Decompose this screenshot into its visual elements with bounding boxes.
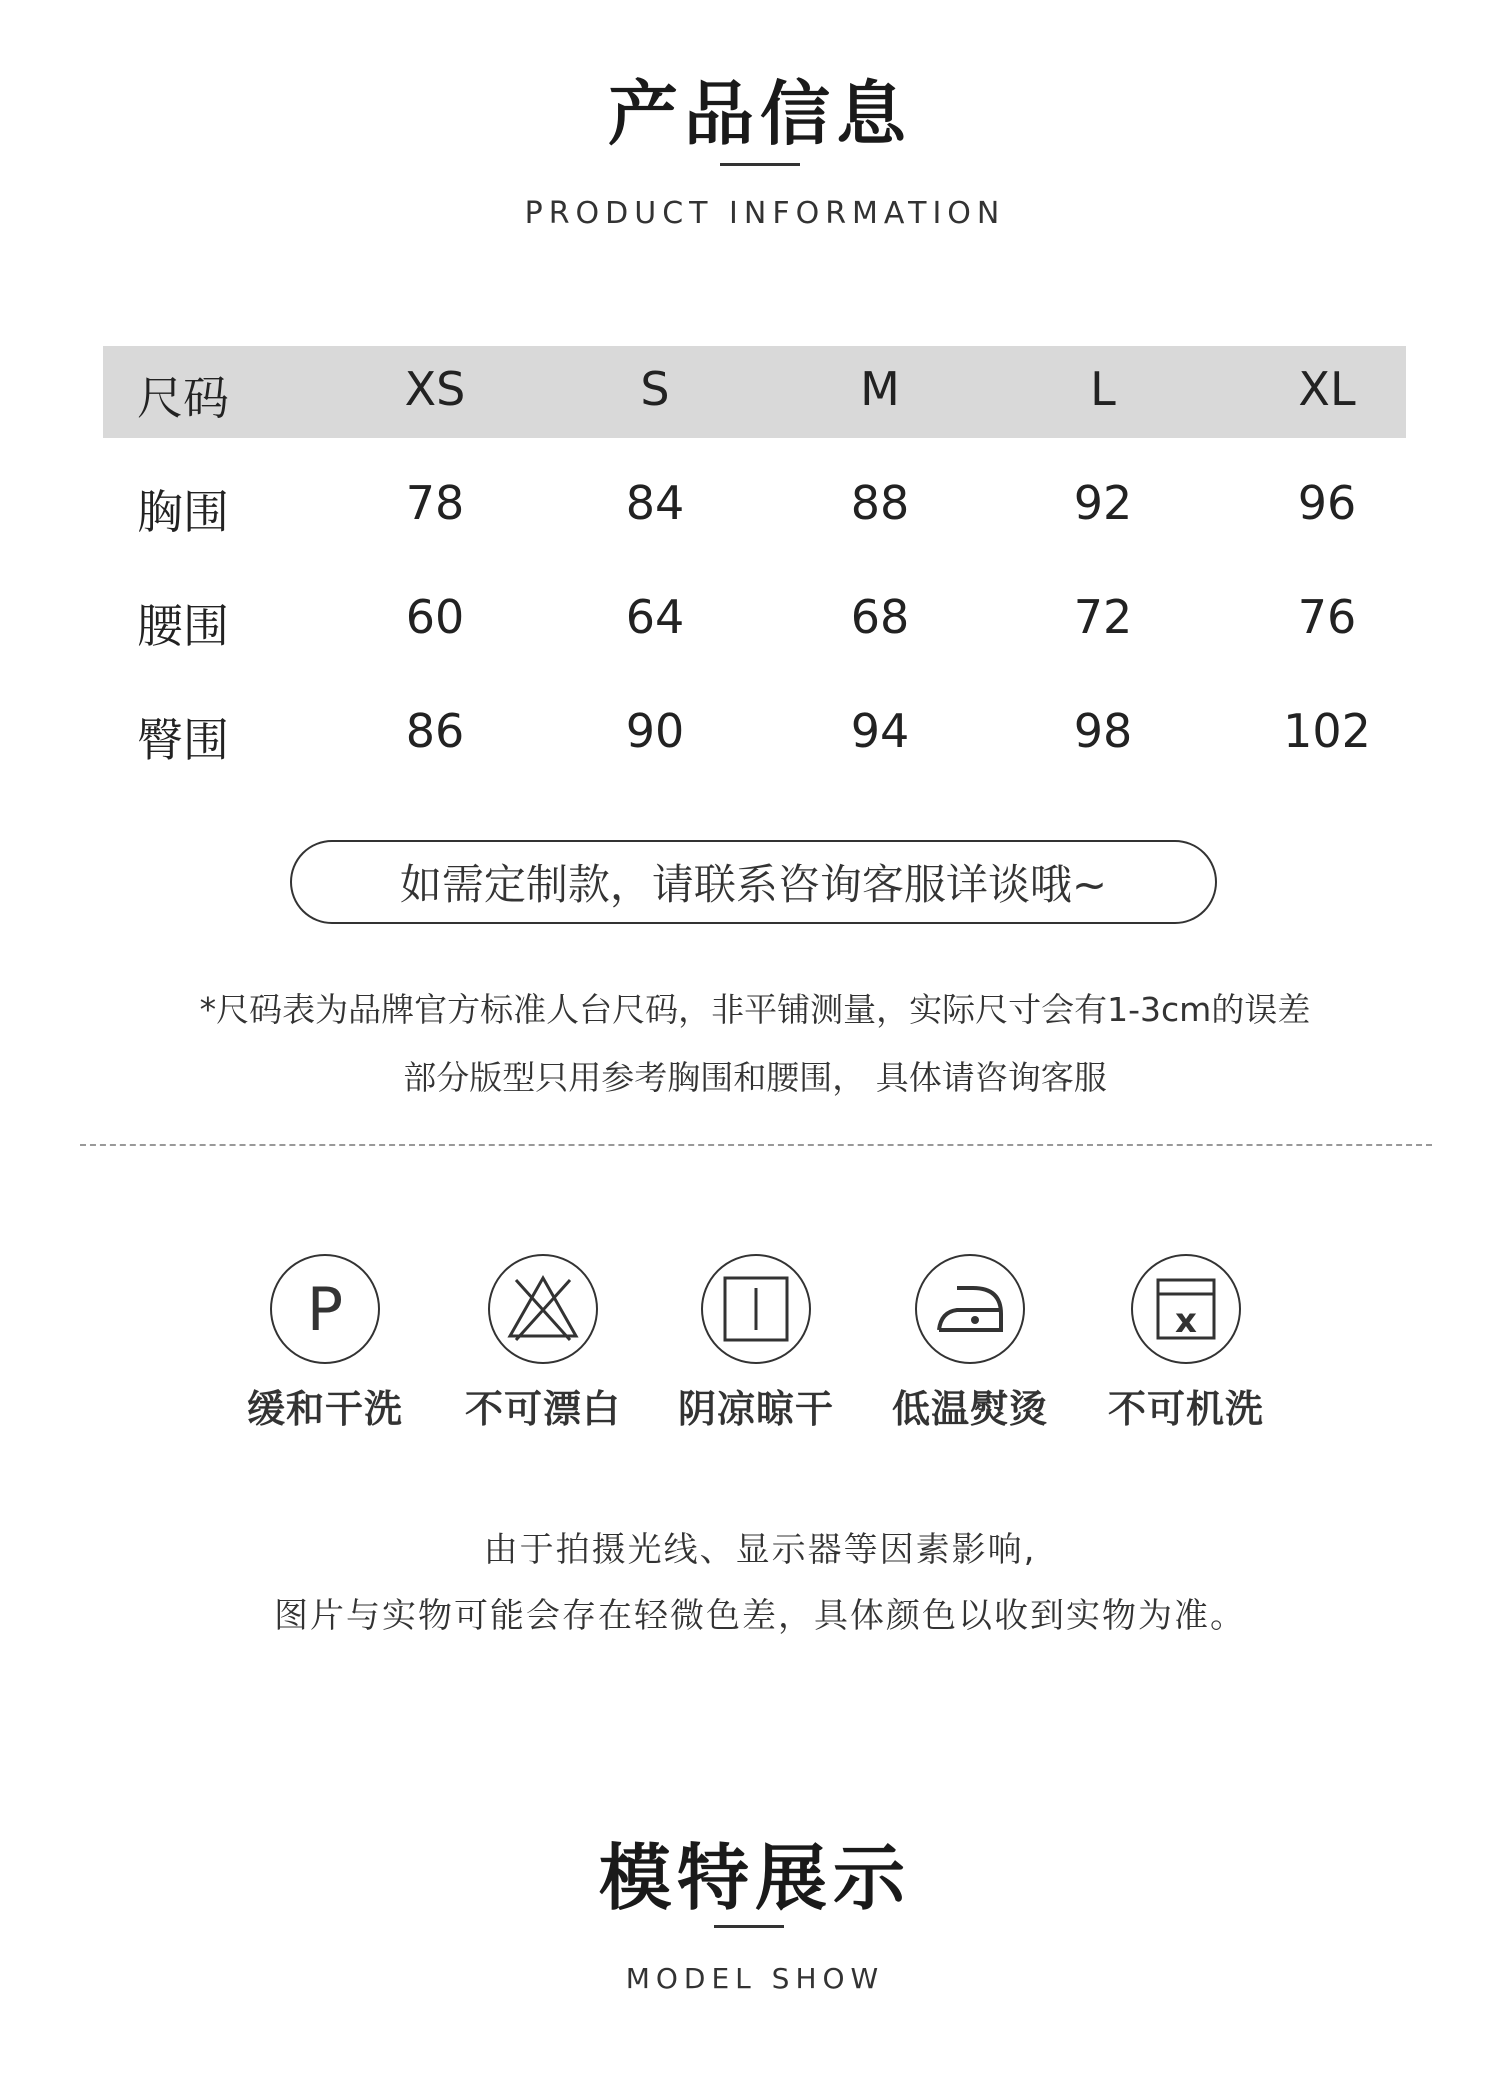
care-item — [656, 1254, 856, 1433]
size-header-xl: XL — [1298, 362, 1356, 416]
table-cell: 76 — [1297, 590, 1357, 644]
page-subtitle: PRODUCT INFORMATION — [524, 196, 1006, 231]
table-cell: 64 — [625, 590, 685, 644]
size-header-label: 尺码 — [137, 371, 229, 425]
table-cell: 96 — [1297, 476, 1357, 530]
care-item — [870, 1254, 1070, 1433]
table-cell: 60 — [405, 590, 465, 644]
care-label: 阴凉晾干 — [677, 1387, 834, 1431]
size-note-line-1: *尺码表为品牌官方标准人台尺码，非平铺测量，实际尺寸会有1-3cm的误差 — [199, 990, 1311, 1029]
model-section-subtitle: MODEL SHOW — [625, 1962, 885, 1995]
size-header-s: S — [640, 362, 670, 416]
custom-order-text: 如需定制款，请联系咨询客服详谈哦~ — [399, 860, 1108, 909]
table-cell: 90 — [625, 704, 685, 758]
custom-order-note — [290, 840, 1217, 924]
row-label-chest: 胸围 — [137, 485, 229, 539]
size-header-l: L — [1090, 362, 1116, 416]
size-header-m: M — [860, 362, 900, 416]
model-title-divider — [714, 1925, 784, 1928]
care-label: 低温熨烫 — [891, 1387, 1048, 1431]
page-title: 产品信息 — [608, 73, 912, 155]
dry-clean-p-icon — [270, 1254, 380, 1364]
table-cell: 86 — [405, 704, 465, 758]
care-label: 不可机洗 — [1107, 1387, 1264, 1431]
table-cell: 78 — [405, 476, 465, 530]
care-item — [1086, 1254, 1286, 1433]
dashed-divider — [80, 1144, 1432, 1146]
disclaimer-line-2: 图片与实物可能会存在轻微色差，具体颜色以收到实物为准。 — [274, 1596, 1246, 1636]
table-cell: 102 — [1283, 704, 1371, 758]
table-cell: 92 — [1073, 476, 1133, 530]
care-label: 不可漂白 — [464, 1387, 621, 1431]
size-header-xs: XS — [404, 362, 466, 416]
model-section-title: 模特展示 — [598, 1836, 911, 1920]
svg-text:P: P — [306, 1275, 344, 1345]
disclaimer-line-1: 由于拍摄光线、显示器等因素影响, — [483, 1530, 1037, 1570]
title-divider — [720, 163, 800, 166]
table-cell: 88 — [850, 476, 910, 530]
row-label-hip: 臀围 — [137, 713, 229, 767]
no-machine-wash-icon — [1131, 1254, 1241, 1364]
no-bleach-icon — [488, 1254, 598, 1364]
care-item — [443, 1254, 643, 1433]
svg-text:x: x — [1175, 1301, 1197, 1341]
size-note-line-2: 部分版型只用参考胸围和腰围， 具体请咨询客服 — [403, 1058, 1107, 1097]
table-cell: 84 — [625, 476, 685, 530]
care-label: 缓和干洗 — [246, 1387, 403, 1431]
table-cell: 72 — [1073, 590, 1133, 644]
dry-in-shade-icon — [701, 1254, 811, 1364]
size-table-header — [103, 346, 1406, 438]
table-cell: 98 — [1073, 704, 1133, 758]
table-cell: 68 — [850, 590, 910, 644]
table-cell: 94 — [850, 704, 910, 758]
low-iron-icon — [915, 1254, 1025, 1364]
care-item — [225, 1254, 425, 1433]
row-label-waist: 腰围 — [137, 599, 229, 653]
